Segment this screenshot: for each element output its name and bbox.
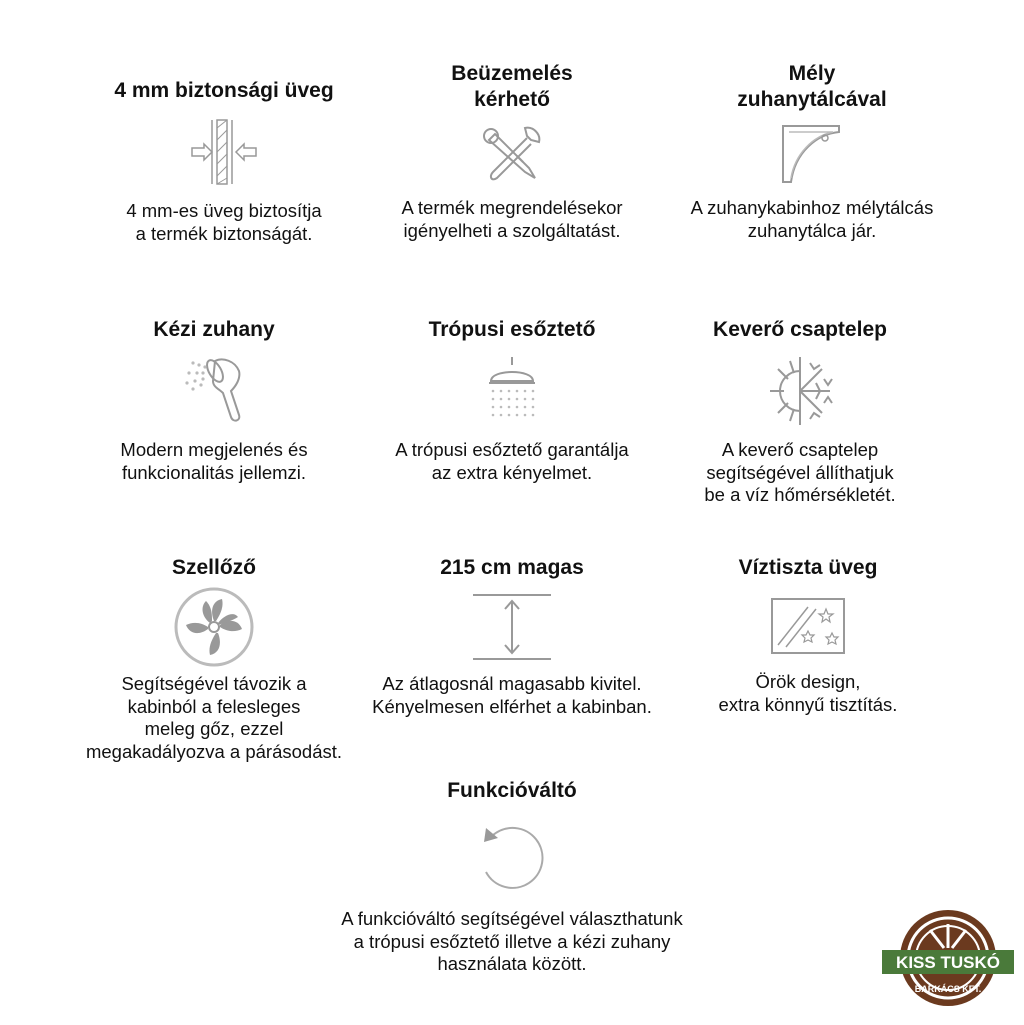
feature-desc: A termék megrendelésekor igényelheti a szolgáltatást. bbox=[401, 197, 623, 241]
feature-mixer bbox=[650, 317, 950, 507]
feature-desc: Az átlagosnál magasabb kivitel. Kényelmesen elférhet a kabinban. bbox=[372, 673, 652, 717]
feature-title: Mély zuhanytálcával bbox=[737, 62, 887, 111]
feature-title: Trópusi esőztető bbox=[428, 318, 596, 341]
logo-subtext: BARKÁCS KFT. bbox=[914, 984, 982, 994]
feature-ventilation bbox=[64, 555, 364, 763]
feature-function-switch bbox=[341, 778, 683, 976]
feature-desc: A funkcióváltó segítségével választhatunk a trópusi esőztető illetve a kézi zuhany használata között. bbox=[341, 908, 683, 974]
height-arrow-icon bbox=[467, 589, 557, 665]
feature-desc: A keverő csaptelep segítségével állíthatjuk be a víz hőmérsékletét. bbox=[704, 439, 896, 505]
feature-title: Beüzemelés kérhető bbox=[451, 62, 573, 111]
feature-title: 4 mm biztonsági üveg bbox=[114, 79, 334, 102]
feature-title: Kézi zuhany bbox=[153, 318, 275, 341]
feature-rain-shower bbox=[362, 317, 662, 484]
feature-desc: 4 mm-es üveg biztosítja a termék biztonságát. bbox=[126, 200, 322, 244]
feature-desc: A zuhanykabinhoz mélytálcás zuhanytálca jár. bbox=[690, 197, 934, 241]
feature-height bbox=[362, 555, 662, 718]
kiss-tusko-logo bbox=[878, 900, 1018, 1020]
feature-installation bbox=[362, 61, 662, 242]
hand-shower-icon bbox=[169, 351, 259, 431]
clear-glass-icon bbox=[768, 595, 848, 657]
switch-cycle-icon bbox=[470, 814, 554, 898]
feature-tray bbox=[662, 61, 962, 242]
fan-icon bbox=[172, 585, 256, 669]
feature-title: Funkcióváltó bbox=[447, 779, 577, 802]
sun-snowflake-icon bbox=[758, 349, 842, 433]
glass-thickness-icon bbox=[184, 112, 264, 192]
feature-desc: Modern megjelenés és funkcionalitás jellemzi. bbox=[120, 439, 308, 483]
rain-shower-icon bbox=[477, 351, 547, 431]
feature-title: Szellőző bbox=[171, 556, 256, 579]
feature-title: 215 cm magas bbox=[440, 556, 584, 579]
logo-text: KISS TUSKÓ bbox=[896, 953, 1000, 972]
feature-hand-shower bbox=[64, 317, 364, 484]
shower-tray-icon bbox=[777, 120, 847, 190]
feature-desc: A trópusi esőztető garantálja az extra kényelmet. bbox=[395, 439, 629, 483]
feature-desc: Segítségével távozik a kabinból a felesleges meleg gőz, ezzel megakadályozva a párásodást. bbox=[85, 673, 343, 762]
feature-glass bbox=[74, 78, 374, 245]
feature-title: Víztiszta üveg bbox=[738, 556, 878, 579]
tools-icon bbox=[477, 120, 547, 190]
feature-clear-glass bbox=[658, 555, 958, 716]
feature-title: Keverő csaptelep bbox=[713, 318, 887, 341]
feature-desc: Örök design, extra könnyű tisztítás. bbox=[718, 671, 898, 715]
